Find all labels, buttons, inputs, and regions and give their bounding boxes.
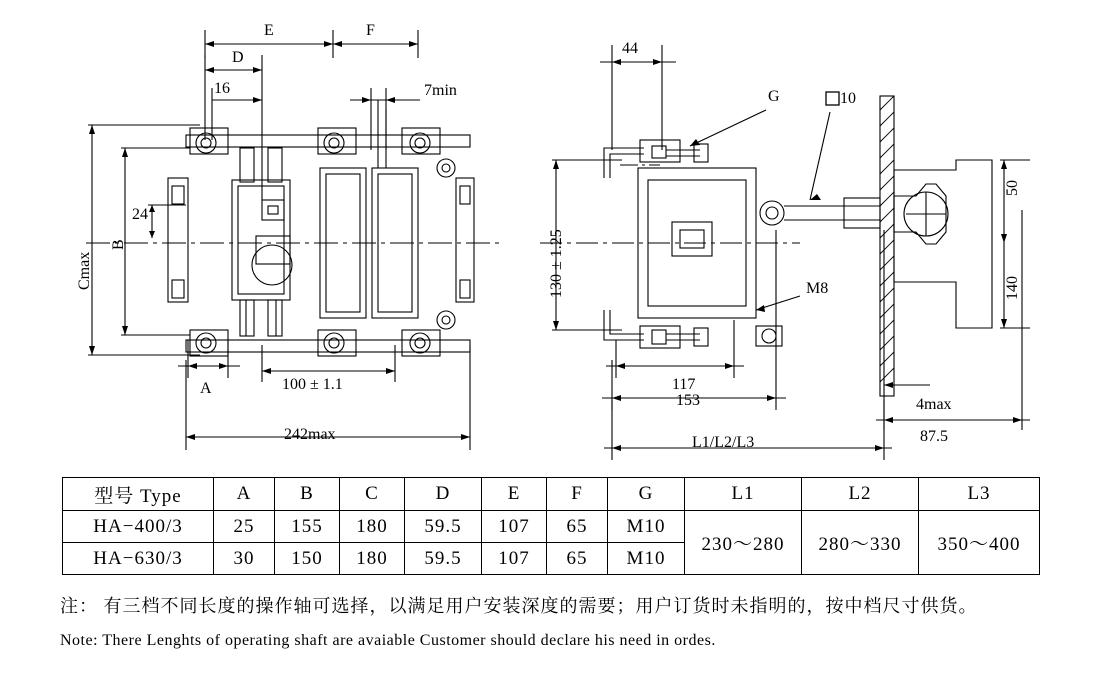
cell-type: HA−400/3 — [63, 511, 214, 543]
dim-label-square10: 10 — [840, 90, 856, 107]
part-label-m8: M8 — [806, 280, 829, 297]
cell-a: 25 — [214, 511, 275, 543]
dim-label-242max: 242max — [284, 426, 336, 443]
dim-label-cmax: Cmax — [76, 251, 93, 290]
cell-g: M10 — [608, 511, 685, 543]
cell-d: 59.5 — [405, 511, 482, 543]
dim-label-117: 117 — [672, 376, 696, 393]
col-header-l1: L1 — [685, 478, 802, 511]
cell-b: 150 — [275, 543, 340, 575]
dim-label-F: F — [366, 22, 375, 39]
dim-label-L123: L1/L2/L3 — [692, 434, 755, 451]
part-label-G: G — [768, 88, 780, 105]
dim-label-B: B — [110, 239, 127, 250]
table-header-row — [63, 478, 1040, 511]
dim-label-E: E — [264, 22, 274, 39]
cell-e: 107 — [482, 543, 547, 575]
dim-label-50: 50 — [1004, 180, 1021, 196]
col-header-c: C — [340, 478, 405, 511]
cell-f: 65 — [547, 543, 608, 575]
dim-label-44: 44 — [622, 40, 638, 57]
dim-label-130: 130 ± 1.25 — [548, 229, 565, 298]
dim-label-7min: 7min — [424, 82, 457, 99]
cell-g: M10 — [608, 543, 685, 575]
cell-f: 65 — [547, 511, 608, 543]
col-header-l3: L3 — [919, 478, 1040, 511]
col-header-g: G — [608, 478, 685, 511]
col-header-l2: L2 — [802, 478, 919, 511]
spec-table — [62, 477, 1040, 575]
note-chinese: 注： 有三档不同长度的操作轴可选择，以满足用户安装深度的需要；用户订货时未指明的，按中档尺寸供货。 — [60, 596, 978, 616]
col-header-b: B — [275, 478, 340, 511]
cell-l3: 350～400 — [919, 511, 1040, 575]
cell-c: 180 — [340, 543, 405, 575]
cell-type: HA−630/3 — [63, 543, 214, 575]
col-header-e: E — [482, 478, 547, 511]
cell-b: 155 — [275, 511, 340, 543]
dim-label-140: 140 — [1004, 276, 1021, 300]
col-header-a: A — [214, 478, 275, 511]
dim-label-87-5: 87.5 — [920, 428, 948, 445]
dim-label-A: A — [200, 380, 212, 397]
dim-label-D: D — [232, 49, 244, 66]
cell-e: 107 — [482, 511, 547, 543]
cell-l1: 230～280 — [685, 511, 802, 575]
dim-label-153: 153 — [676, 392, 700, 409]
cell-l2: 280～330 — [802, 511, 919, 575]
dim-label-100: 100 ± 1.1 — [282, 376, 343, 393]
col-header-f: F — [547, 478, 608, 511]
note-english: Note: There Lenghts of operating shaft are avaiable Customer should declare his need in ordes. — [60, 632, 716, 649]
col-header-d: D — [405, 478, 482, 511]
dim-label-4max: 4max — [916, 396, 952, 413]
dim-label-16: 16 — [214, 80, 230, 97]
dim-label-24: 24 — [132, 206, 148, 223]
cell-d: 59.5 — [405, 543, 482, 575]
cell-c: 180 — [340, 511, 405, 543]
col-header-type: 型号 Type — [63, 478, 214, 511]
table-row — [63, 511, 1040, 543]
cell-a: 30 — [214, 543, 275, 575]
